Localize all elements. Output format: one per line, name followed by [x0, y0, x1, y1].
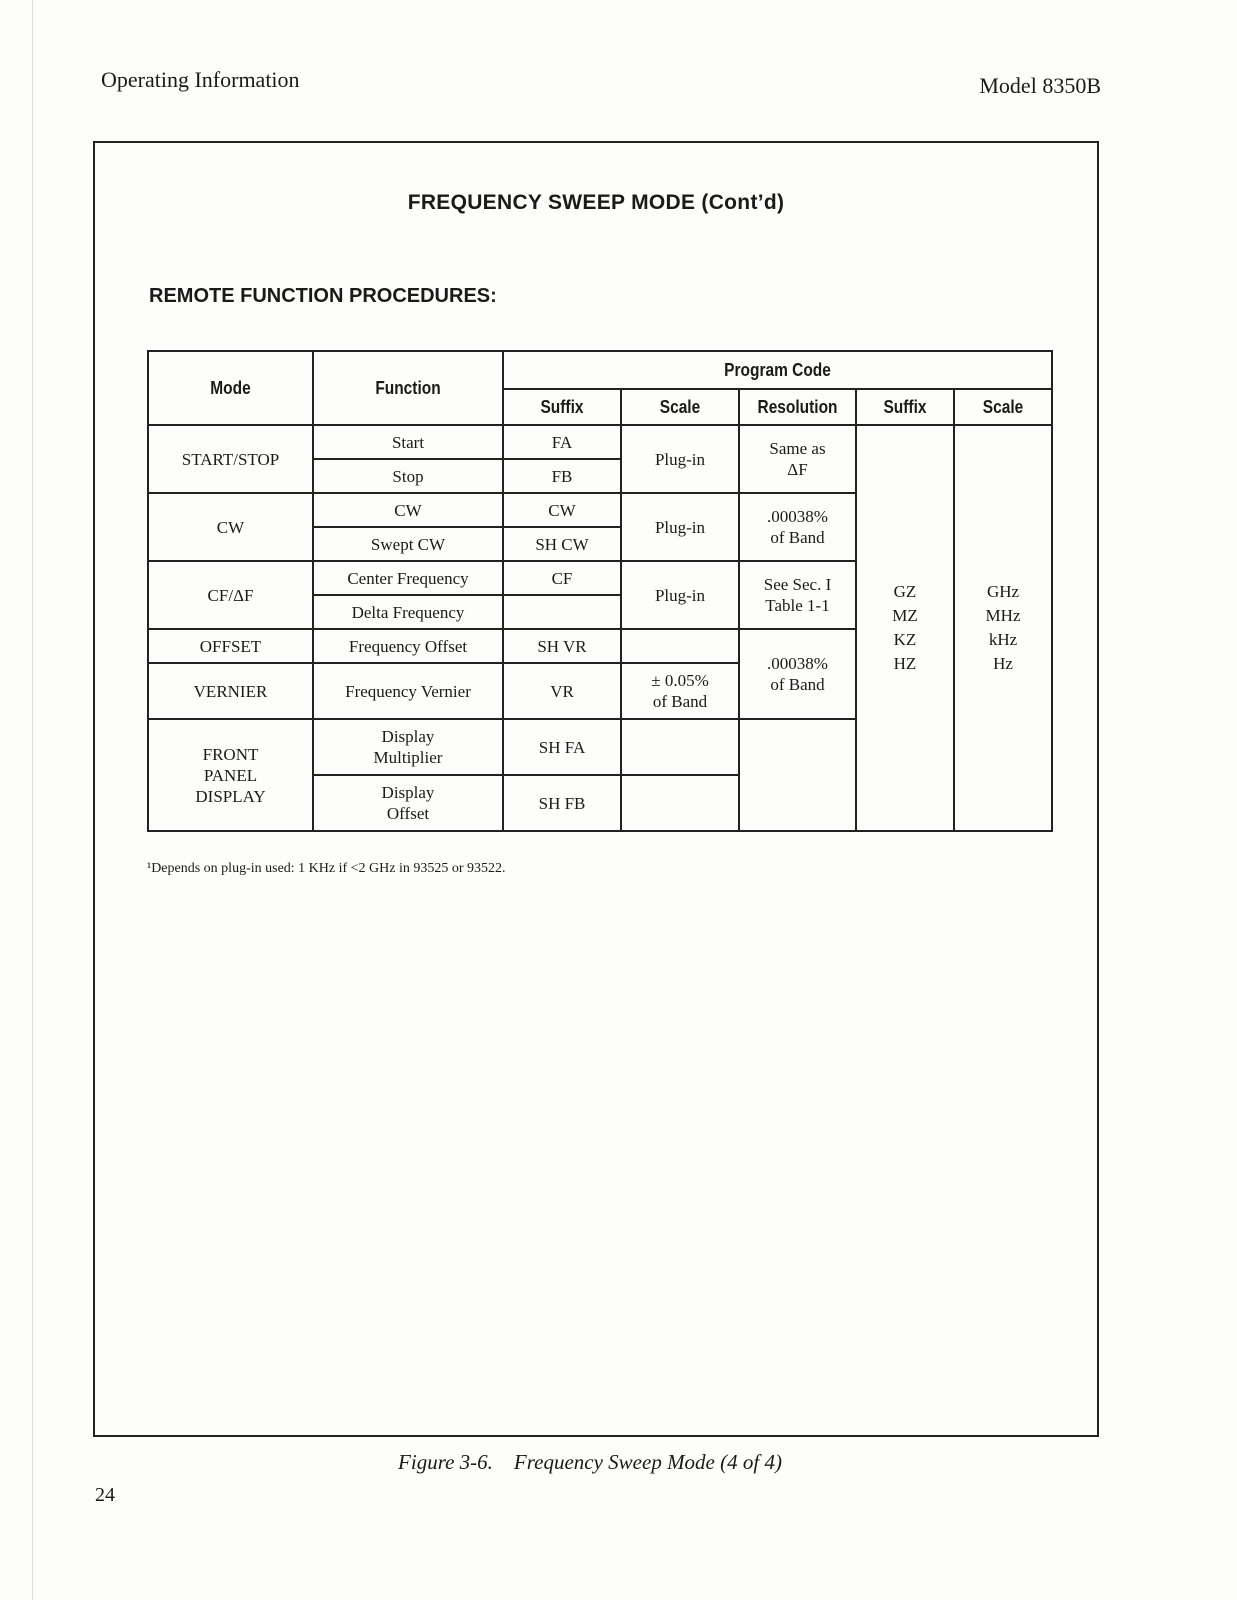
resolution-cell: .00038% of Band — [739, 629, 856, 719]
scale-cell: Plug-in — [621, 561, 739, 629]
function-cell: Display Offset — [313, 775, 503, 831]
col-header-function: Function — [326, 351, 489, 425]
mode-cell: OFFSET — [148, 629, 313, 663]
mode-cell: START/STOP — [148, 425, 313, 493]
page-number: 24 — [95, 1484, 115, 1506]
page-edge-line — [32, 0, 33, 1600]
suffix-cell: CF — [503, 561, 621, 595]
col-header-suffix-units: Suffix — [863, 389, 947, 425]
resolution-cell: See Sec. I Table 1-1 — [739, 561, 856, 629]
function-cell: Frequency Offset — [313, 629, 503, 663]
resolution-cell: .00038% of Band — [739, 493, 856, 561]
suffix-cell: SH FB — [503, 775, 621, 831]
suffix-cell: FB — [503, 459, 621, 493]
program-code-table — [147, 350, 1053, 832]
suffix-cell: SH FA — [503, 719, 621, 775]
function-cell: Delta Frequency — [313, 595, 503, 629]
function-cell: Frequency Vernier — [313, 663, 503, 719]
suffix-cell: SH CW — [503, 527, 621, 561]
function-cell: Center Frequency — [313, 561, 503, 595]
mode-cell: FRONT PANEL DISPLAY — [148, 719, 313, 831]
function-cell: Start — [313, 425, 503, 459]
mode-cell: CF/ΔF — [148, 561, 313, 629]
col-header-program-code: Program Code — [541, 351, 1013, 389]
scale-cell: Plug-in — [621, 493, 739, 561]
figure-caption: Figure 3-6. Frequency Sweep Mode (4 of 4) — [398, 1450, 782, 1474]
mode-cell: CW — [148, 493, 313, 561]
suffix-cell: SH VR — [503, 629, 621, 663]
col-header-mode: Mode — [160, 351, 302, 425]
col-header-resolution: Resolution — [747, 389, 848, 425]
mode-cell: VERNIER — [148, 663, 313, 719]
col-header-scale: Scale — [629, 389, 730, 425]
running-header-right: Model 8350B — [979, 73, 1101, 98]
section-title: REMOTE FUNCTION PROCEDURES: — [149, 285, 497, 307]
col-header-scale-units: Scale — [961, 389, 1045, 425]
scale-cell: ± 0.05% of Band — [621, 663, 739, 719]
scale-cell — [621, 719, 739, 775]
scale-cell — [621, 775, 739, 831]
function-cell: Swept CW — [313, 527, 503, 561]
col-header-suffix: Suffix — [511, 389, 612, 425]
suffix-cell: CW — [503, 493, 621, 527]
suffix-cell — [503, 595, 621, 629]
resolution-cell: Same as ΔF — [739, 425, 856, 493]
function-cell: CW — [313, 493, 503, 527]
scale-cell: Plug-in — [621, 425, 739, 493]
running-header-left: Operating Information — [101, 67, 300, 92]
table-footnote: ¹Depends on plug-in used: 1 KHz if <2 GHz in 93525 or 93522. — [147, 861, 506, 876]
function-cell: Display Multiplier — [313, 719, 503, 775]
units-suffix-cell: GZ MZ KZ HZ — [856, 425, 954, 831]
table-row — [148, 425, 1052, 459]
table-header-row — [148, 351, 1052, 389]
figure-title: FREQUENCY SWEEP MODE (Cont’d) — [407, 191, 785, 214]
suffix-cell: VR — [503, 663, 621, 719]
suffix-cell: FA — [503, 425, 621, 459]
resolution-cell — [739, 719, 856, 831]
units-scale-cell: GHz MHz kHz Hz — [954, 425, 1052, 831]
figure-frame — [93, 141, 1099, 1437]
scale-cell — [621, 629, 739, 663]
function-cell: Stop — [313, 459, 503, 493]
